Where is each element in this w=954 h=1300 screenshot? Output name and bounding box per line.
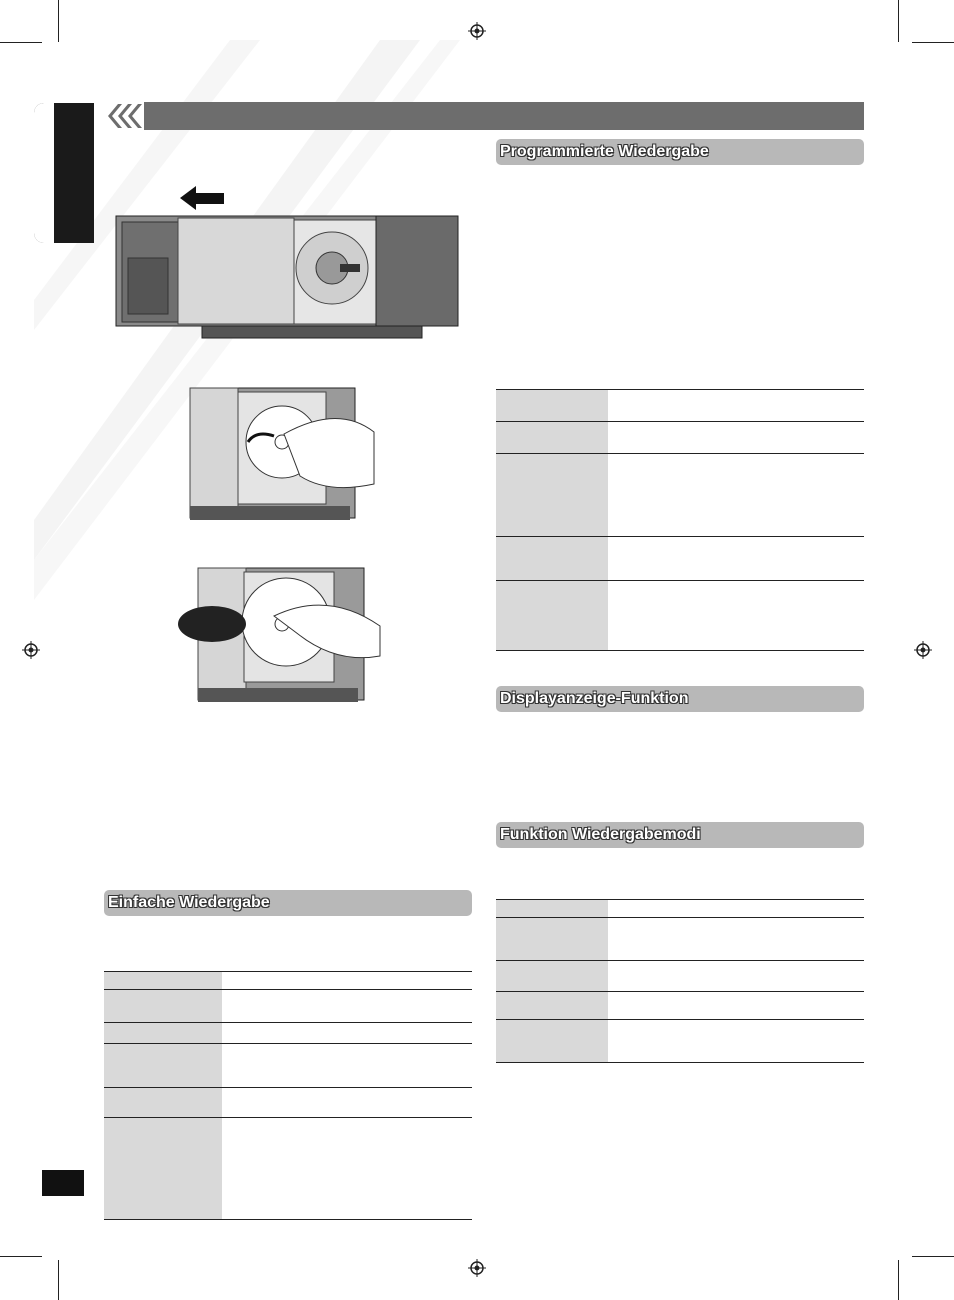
crop-mark — [58, 1260, 59, 1300]
registration-mark-left — [22, 641, 40, 659]
section-header-simple-playback: Einfache Wiedergabe — [104, 890, 472, 916]
page-header-bar — [104, 102, 864, 130]
arrow-left-icon — [180, 186, 224, 210]
crop-mark — [898, 0, 899, 42]
table-label-cell — [496, 900, 608, 1062]
registration-mark-bottom — [468, 1259, 486, 1277]
crop-mark — [0, 1256, 42, 1257]
crop-mark — [912, 1256, 954, 1257]
registration-mark-right — [914, 641, 932, 659]
section-header-programmed-playback: Programmierte Wiedergabe — [496, 139, 864, 165]
section-header-display-function: Displayanzeige-Funktion — [496, 686, 864, 712]
table-label-cell — [496, 390, 608, 650]
section-header-playback-mode: Funktion Wiedergabemodi — [496, 822, 864, 848]
crop-mark — [58, 0, 59, 42]
disc-removal-illustration — [188, 384, 378, 524]
stereo-unit-illustration — [112, 182, 462, 342]
crop-mark — [912, 42, 954, 43]
table-label-cell — [104, 972, 222, 1220]
disc-insert-illustration — [178, 564, 384, 706]
page-number-box — [42, 1170, 84, 1196]
chevron-left-icon — [104, 102, 144, 130]
crop-mark — [0, 42, 42, 43]
registration-mark-top — [468, 22, 486, 40]
crop-mark — [898, 1260, 899, 1300]
side-tab-edge — [34, 103, 54, 243]
